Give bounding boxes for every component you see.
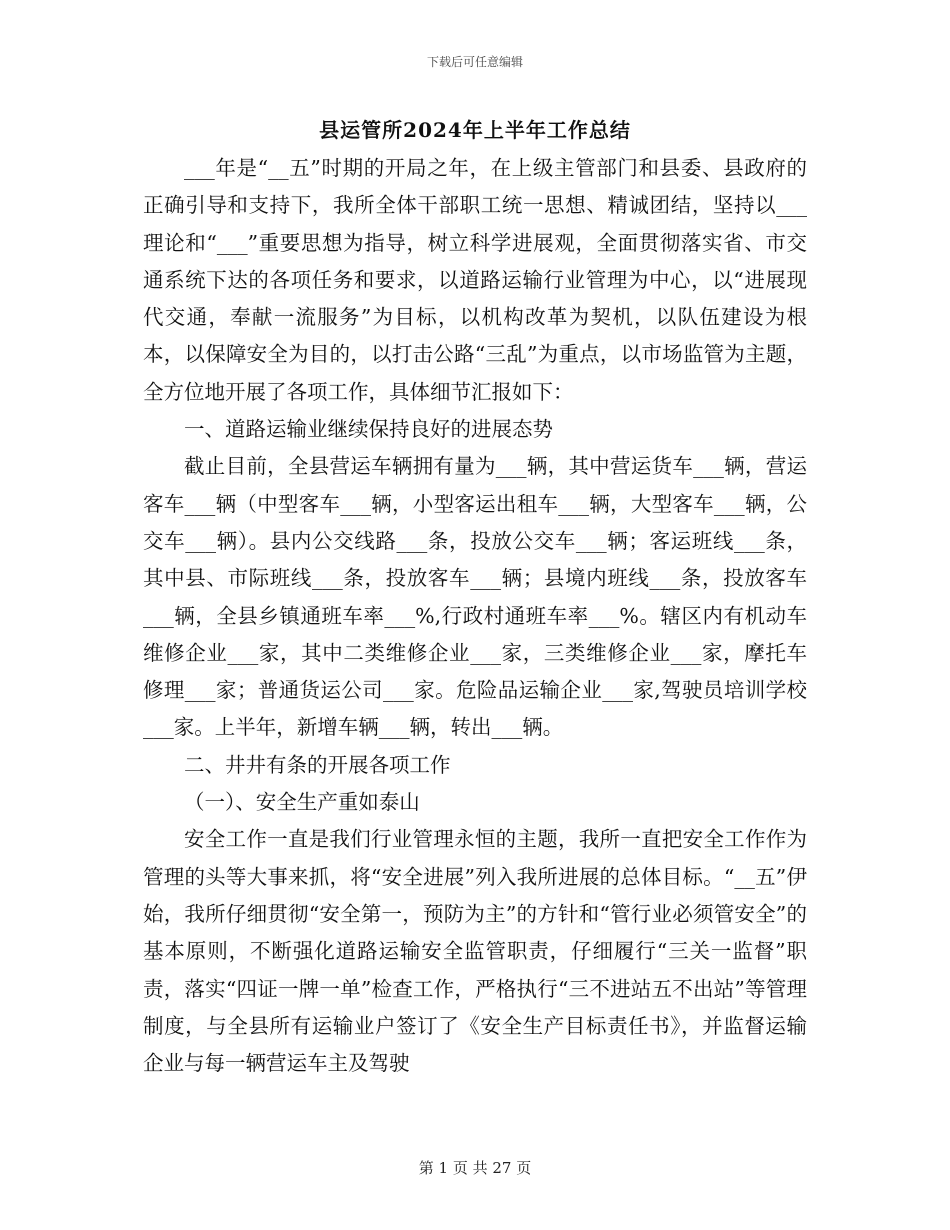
section-heading-2: 二、井井有条的开展各项工作 [184, 752, 451, 777]
section-heading-1: 一、道路运输业继续保持良好的进展态势 [184, 417, 553, 442]
page-number: 第 1 页 共 27 页 [418, 1159, 532, 1177]
subsection-heading-1: （一）、安全生产重如泰山 [184, 790, 420, 815]
safety-paragraph: 安全工作一直是我们行业管理永恒的主题，我所一直把安全工作作为管理的头等大事来抓，将“安全进展”列入我所进展的总体目标。“__五”伊始，我所仔细贯彻“安全第一，预防为主”的方针和“管行业必须管安全”的基本原则，不断强化道路运输安全监管职责，仔细履行“三关一监督”职责，落实“四证一牌一单”检查工作，严格执行“三不进站五不出站”等管理制度，与全县所有运输业户签订了《安全生产目标责任书》，并监督运输企业与每一辆营运车主及驾驶 [143, 827, 807, 1076]
statistics-paragraph: 截止目前，全县营运车辆拥有量为___辆，其中营运货车___辆，营运客车___辆（中型客车___辆，小型客运出租车___辆，大型客车___辆，公交车___辆）。县内公交线路___条，投放公交车___辆；客运班线___条，其中县、市际班线___条，投放客车___辆；县境内班线___条，投放客车___辆，全县乡镇通班车率___%,行政村通班车率___%。辖区内有机动车维修企业___家，其中二类维修企业___家，三类维修企业___家，摩托车修理___家；普通货运公司___家。危险品运输企业___家,驾驶员培训学校___家。上半年，新增车辆___辆，转出___辆。 [143, 454, 807, 740]
intro-paragraph: ___年是“__五”时期的开局之年，在上级主管部门和县委、县政府的正确引导和支持下，我所全体干部职工统一思想、精诚团结，坚持以___理论和“___”重要思想为指导，树立科学进展观，全面贯彻落实省、市交通系统下达的各项任务和要求，以道路运输行业管理为中心，以“进展现代交通，奉献一流服务”为目标，以机构改革为契机，以队伍建设为根本，以保障安全为目的，以打击公路“三乱”为重点，以市场监管为主题，全方位地开展了各项工作，具体细节汇报如下： [143, 156, 807, 404]
document-title: 县运管所2024年上半年工作总结 [319, 118, 631, 142]
document-body [143, 150, 807, 1082]
page-header-note: 下载后可任意编辑 [426, 55, 523, 69]
